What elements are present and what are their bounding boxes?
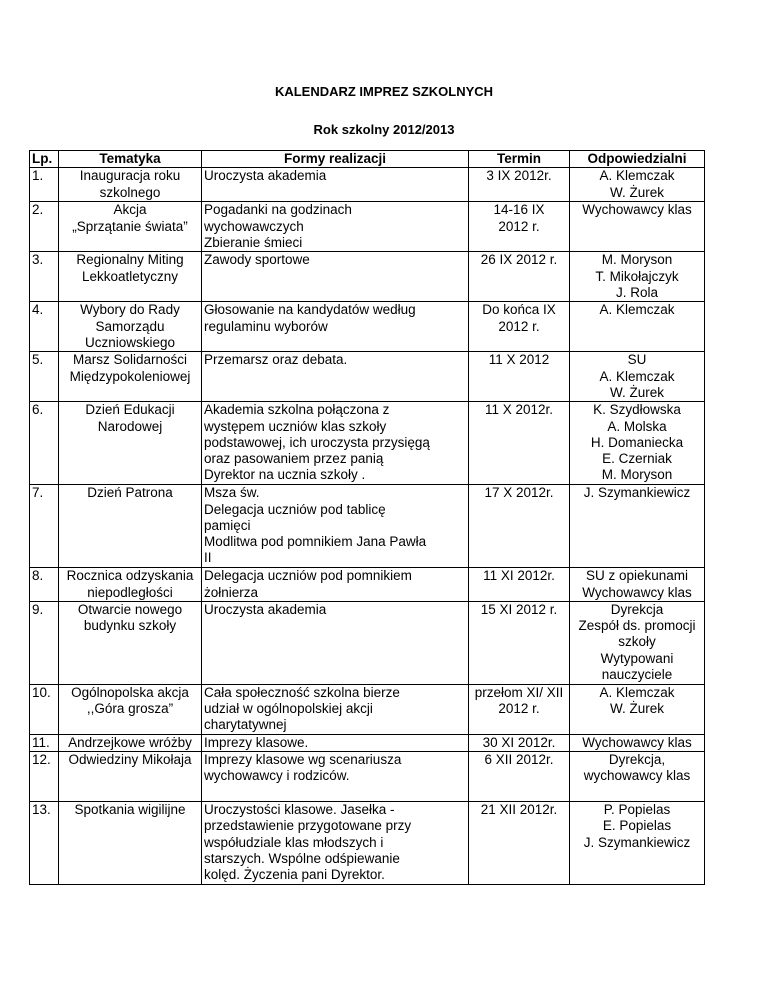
cell-termin: 21 XII 2012r. — [469, 802, 570, 885]
cell-odpowiedzialni: Dyrekcja Zespół ds. promocji szkoły Wytypowani nauczyciele — [570, 601, 705, 684]
cell-odpowiedzialni: J. Szymankiewicz — [570, 485, 705, 568]
cell-odpowiedzialni: Dyrekcja, wychowawcy klas — [570, 752, 705, 802]
table-row — [30, 168, 705, 202]
cell-odpowiedzialni: Wychowawcy klas — [570, 734, 705, 751]
cell-formy: Delegacja uczniów pod pomnikiem żołnierza — [202, 568, 469, 602]
cell-lp: 6. — [30, 402, 59, 485]
cell-tematyka: Regionalny Miting Lekkoatletyczny — [59, 252, 202, 302]
cell-odpowiedzialni: SU z opiekunami Wychowawcy klas — [570, 568, 705, 602]
cell-termin: 14-16 IX 2012 r. — [469, 202, 570, 252]
cell-termin: 15 XI 2012 r. — [469, 601, 570, 684]
cell-tematyka: Rocznica odzyskania niepodległości — [59, 568, 202, 602]
cell-termin: przełom XI/ XII 2012 r. — [469, 684, 570, 734]
cell-tematyka: Dzień Patrona — [59, 485, 202, 568]
cell-termin: 11 X 2012r. — [469, 402, 570, 485]
cell-tematyka: Dzień Edukacji Narodowej — [59, 402, 202, 485]
cell-tematyka: Marsz Solidarności Międzypokoleniowej — [59, 352, 202, 402]
cell-tematyka: Spotkania wigilijne — [59, 802, 202, 885]
cell-formy: Imprezy klasowe wg scenariusza wychowawcy i rodziców. — [202, 752, 469, 802]
cell-formy: Głosowanie na kandydatów według regulaminu wyborów — [202, 302, 469, 352]
table-row — [30, 684, 705, 734]
cell-lp: 2. — [30, 202, 59, 252]
cell-lp: 9. — [30, 601, 59, 684]
cell-lp: 5. — [30, 352, 59, 402]
cell-tematyka: Ogólnopolska akcja ,,Góra grosza” — [59, 684, 202, 734]
cell-tematyka: Odwiedziny Mikołaja — [59, 752, 202, 802]
table-row — [30, 485, 705, 568]
cell-odpowiedzialni: A. Klemczak — [570, 302, 705, 352]
cell-tematyka: Inauguracja roku szkolnego — [59, 168, 202, 202]
cell-termin: 11 X 2012 — [469, 352, 570, 402]
cell-formy: Uroczysta akademia — [202, 601, 469, 684]
cell-termin: Do końca IX 2012 r. — [469, 302, 570, 352]
header-formy: Formy realizacji — [202, 151, 469, 168]
cell-lp: 8. — [30, 568, 59, 602]
cell-termin: 6 XII 2012r. — [469, 752, 570, 802]
cell-termin: 30 XI 2012r. — [469, 734, 570, 751]
cell-tematyka: Akcja „Sprzątanie świata” — [59, 202, 202, 252]
cell-tematyka: Otwarcie nowego budynku szkoły — [59, 601, 202, 684]
cell-lp: 12. — [30, 752, 59, 802]
cell-odpowiedzialni: P. Popielas E. Popielas J. Szymankiewicz — [570, 802, 705, 885]
header-odpowiedzialni: Odpowiedzialni — [570, 151, 705, 168]
table-row — [30, 302, 705, 352]
cell-formy: Msza św. Delegacja uczniów pod tablicę pamięci Modlitwa pod pomnikiem Jana Pawła II — [202, 485, 469, 568]
page-title: KALENDARZ IMPREZ SZKOLNYCH — [274, 84, 494, 99]
cell-tematyka: Andrzejkowe wróżby — [59, 734, 202, 751]
header-lp: Lp. — [30, 151, 59, 168]
table-row — [30, 802, 705, 885]
cell-lp: 4. — [30, 302, 59, 352]
cell-odpowiedzialni: M. Moryson T. Mikołajczyk J. Rola — [570, 252, 705, 302]
cell-odpowiedzialni: Wychowawcy klas — [570, 202, 705, 252]
cell-termin: 3 IX 2012r. — [469, 168, 570, 202]
cell-formy: Cała społeczność szkolna bierze udział w ogólnopolskiej akcji charytatywnej — [202, 684, 469, 734]
table-row — [30, 752, 705, 802]
cell-odpowiedzialni: SU A. Klemczak W. Żurek — [570, 352, 705, 402]
cell-termin: 17 X 2012r. — [469, 485, 570, 568]
table-row — [30, 601, 705, 684]
table-row — [30, 202, 705, 252]
cell-formy: Zawody sportowe — [202, 252, 469, 302]
cell-odpowiedzialni: K. Szydłowska A. Molska H. Domaniecka E. Czerniak M. Moryson — [570, 402, 705, 485]
cell-tematyka: Wybory do Rady Samorządu Uczniowskiego — [59, 302, 202, 352]
cell-odpowiedzialni: A. Klemczak W. Żurek — [570, 168, 705, 202]
cell-lp: 10. — [30, 684, 59, 734]
cell-formy: Pogadanki na godzinach wychowawczych Zbieranie śmieci — [202, 202, 469, 252]
cell-lp: 13. — [30, 802, 59, 885]
table-row — [30, 402, 705, 485]
cell-odpowiedzialni: A. Klemczak W. Żurek — [570, 684, 705, 734]
cell-lp: 3. — [30, 252, 59, 302]
cell-termin: 11 XI 2012r. — [469, 568, 570, 602]
events-table — [29, 150, 705, 885]
table-row — [30, 734, 705, 751]
cell-formy: Uroczysta akademia — [202, 168, 469, 202]
cell-formy: Akademia szkolna połączona z występem uczniów klas szkoły podstawowej, ich uroczysta przysięgą oraz pasowaniem przez panią Dyrektor na ucznia szkoły . — [202, 402, 469, 485]
table-row — [30, 252, 705, 302]
cell-termin: 26 IX 2012 r. — [469, 252, 570, 302]
school-year-subtitle: Rok szkolny 2012/2013 — [313, 122, 455, 137]
table-header-row — [30, 151, 705, 168]
table-row — [30, 568, 705, 602]
cell-lp: 1. — [30, 168, 59, 202]
header-termin: Termin — [469, 151, 570, 168]
cell-formy: Imprezy klasowe. — [202, 734, 469, 751]
cell-lp: 11. — [30, 734, 59, 751]
cell-lp: 7. — [30, 485, 59, 568]
header-tematyka: Tematyka — [59, 151, 202, 168]
cell-formy: Uroczystości klasowe. Jasełka - przedstawienie przygotowane przy współudziale klas młodszych i starszych. Wspólne odśpiewanie kolęd. Życzenia pani Dyrektor. — [202, 802, 469, 885]
cell-formy: Przemarsz oraz debata. — [202, 352, 469, 402]
table-row — [30, 352, 705, 402]
